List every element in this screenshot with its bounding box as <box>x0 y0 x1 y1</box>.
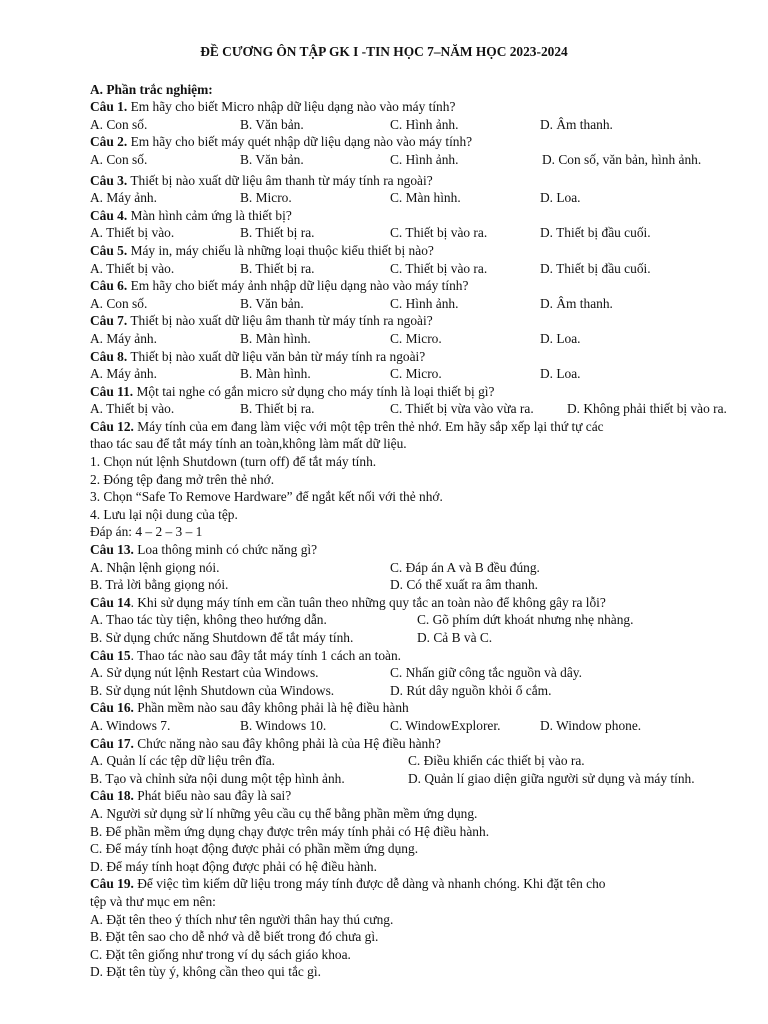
question-label: Câu 19. <box>90 876 134 892</box>
option: A. Thiết bị vào. <box>90 260 175 276</box>
option: C. Màn hình. <box>390 190 461 206</box>
question-text: Chức năng nào sau đây không phải là của Hệ điều hành? <box>133 735 441 751</box>
option: C. Hình ảnh. <box>390 295 459 311</box>
option: D. Loa. <box>540 330 581 346</box>
options-row <box>90 116 762 134</box>
option: C. Micro. <box>390 366 442 382</box>
options-row <box>90 330 762 348</box>
option: B. Văn bản. <box>240 295 304 311</box>
question-text: Loa thông minh có chức năng gì? <box>133 542 318 558</box>
option: D. Cả B và C. <box>417 630 493 645</box>
option: B. Màn hình. <box>240 366 311 382</box>
option: B. Văn bản. <box>240 116 304 132</box>
option: B. Tạo và chỉnh sửa nội dung một tệp hình ảnh. <box>90 770 345 786</box>
option: D. Không phải thiết bị vào ra. <box>567 401 727 417</box>
option: B. Trả lời bằng giọng nói. <box>90 577 229 593</box>
question-17 <box>90 735 762 753</box>
options-row <box>90 576 762 594</box>
option: C. Micro. <box>390 330 442 346</box>
option: D. Để máy tính hoạt động được phải có hệ điều hành. <box>90 858 377 874</box>
option: A. Windows 7. <box>90 717 171 733</box>
option: B. Sử dụng nút lệnh Shutdown của Windows. <box>90 682 335 698</box>
options-row <box>90 189 762 207</box>
question-label: Câu 11. <box>90 383 134 399</box>
question-text: Em hãy cho biết máy quét nhập dữ liệu dạng nào vào máy tính? <box>127 134 473 150</box>
option: C. Hình ảnh. <box>390 151 459 167</box>
option: B. Đặt tên sao cho dễ nhớ và dễ biết trong đó chưa gì. <box>90 929 379 945</box>
option: C. Đáp án A và B đều đúng. <box>390 559 540 575</box>
option: C. Nhấn giữ công tắc nguồn và dây. <box>390 665 582 681</box>
option: B. Thiết bị ra. <box>240 260 315 276</box>
step: 2. Đóng tệp đang mở trên thẻ nhớ. <box>90 471 275 487</box>
options-row <box>90 260 762 278</box>
question-4 <box>90 207 762 225</box>
option: D. Đặt tên tùy ý, không cần theo qui tắc gì. <box>90 964 321 980</box>
question-text: . Khi sử dụng máy tính em cần tuân theo những quy tắc an toàn nào để không gây ra lỗi? <box>130 594 606 610</box>
option: C. Thiết bị vừa vào vừa ra. <box>390 401 534 417</box>
options-row <box>90 400 762 418</box>
step: 1. Chọn nút lệnh Shutdown (turn off) để tắt máy tính. <box>90 454 377 470</box>
question-text: Phần mềm nào sau đây không phải là hệ điều hành <box>133 700 409 716</box>
option: C. Thiết bị vào ra. <box>390 260 488 276</box>
option: A. Con số. <box>90 151 148 167</box>
option: D. Window phone. <box>540 717 642 733</box>
option: A. Quản lí các tệp dữ liệu trên đĩa. <box>90 753 275 769</box>
step: 4. Lưu lại nội dung của tệp. <box>90 506 238 522</box>
question-text: . Thao tác nào sau đây tắt máy tính 1 cách an toàn. <box>130 647 402 663</box>
option: B. Windows 10. <box>240 717 327 733</box>
question-16 <box>90 699 762 717</box>
question-15 <box>90 647 762 665</box>
option: D. Quản lí giao diện giữa người sử dụng và máy tính. <box>408 770 695 786</box>
options-row <box>90 559 762 577</box>
question-1 <box>90 98 762 116</box>
option: D. Rút dây nguồn khỏi ổ cắm. <box>390 682 552 698</box>
options-row <box>90 717 762 735</box>
question-label: Câu 4. <box>90 207 128 223</box>
option: B. Màn hình. <box>240 330 311 346</box>
option: A. Thiết bị vào. <box>90 401 175 417</box>
question-label: Câu 13. <box>90 542 134 558</box>
question-label: Câu 16. <box>90 700 134 716</box>
option: B. Sử dụng chức năng Shutdown để tắt máy tính. <box>90 630 354 645</box>
question-text-cont: tệp và thư mục em nên: <box>90 893 216 909</box>
question-12 <box>90 418 762 436</box>
question-label: Câu 15 <box>90 647 131 663</box>
options-row <box>90 365 762 383</box>
options-row <box>90 752 762 770</box>
question-text: Màn hình cảm ứng là thiết bị? <box>127 207 292 223</box>
option: A. Người sử dụng sử lí những yêu cầu cụ thể bằng phần mềm ứng dụng. <box>90 805 478 821</box>
question-6 <box>90 277 762 295</box>
option: A. Thao tác tùy tiện, không theo hướng dẫn. <box>90 612 327 628</box>
question-label: Câu 17. <box>90 735 134 751</box>
option: D. Thiết bị đầu cuối. <box>540 260 651 276</box>
question-2 <box>90 133 762 151</box>
option: C. WindowExplorer. <box>390 717 501 733</box>
option: C. Đặt tên giống như trong ví dụ sách giáo khoa. <box>90 946 351 962</box>
options-row <box>90 664 762 682</box>
option: C. Gõ phím dứt khoát nhưng nhẹ nhàng. <box>417 612 634 628</box>
options-row <box>90 682 762 700</box>
question-3 <box>90 172 762 190</box>
question-text: Để việc tìm kiếm dữ liệu trong máy tính được dễ dàng và nhanh chóng. Khi đặt tên cho <box>133 876 606 892</box>
step: 3. Chọn “Safe To Remove Hardware” để ngắt kết nối với thẻ nhớ. <box>90 489 443 505</box>
options-row <box>90 295 762 313</box>
option: B. Thiết bị ra. <box>240 401 315 417</box>
answer: Đáp án: 4 – 2 – 3 – 1 <box>90 524 203 540</box>
option: D. Thiết bị đầu cuối. <box>540 225 651 241</box>
question-text: Thiết bị nào xuất dữ liệu âm thanh từ máy tính ra ngoài? <box>127 313 433 329</box>
question-text-cont: thao tác sau để tắt máy tính an toàn,không làm mất dữ liệu. <box>90 436 407 452</box>
option: A. Sử dụng nút lệnh Restart của Windows. <box>90 665 319 681</box>
question-label: Câu 14 <box>90 594 131 610</box>
options-row <box>90 611 762 629</box>
options-row <box>90 224 762 242</box>
question-label: Câu 1. <box>90 99 128 115</box>
option: C. Điều khiển các thiết bị vào ra. <box>408 753 585 769</box>
question-label: Câu 3. <box>90 172 128 188</box>
question-14 <box>90 594 762 612</box>
question-label: Câu 8. <box>90 348 128 364</box>
question-label: Câu 18. <box>90 788 134 804</box>
option: A. Nhận lệnh giọng nói. <box>90 559 220 575</box>
option: A. Máy ảnh. <box>90 330 157 346</box>
option: A. Con số. <box>90 116 148 132</box>
option: A. Đặt tên theo ý thích như tên người thân hay thú cưng. <box>90 911 394 927</box>
option: B. Thiết bị ra. <box>240 225 315 241</box>
question-13 <box>90 541 762 559</box>
question-7 <box>90 312 762 330</box>
section-heading: A. Phần trắc nghiệm: <box>90 81 213 97</box>
option: D. Có thể xuất ra âm thanh. <box>390 577 539 593</box>
question-text: Thiết bị nào xuất dữ liệu văn bản từ máy tính ra ngoài? <box>127 348 426 364</box>
option: A. Máy ảnh. <box>90 366 157 382</box>
question-text: Phát biểu nào sau đây là sai? <box>133 788 292 804</box>
options-row <box>90 770 762 788</box>
option: A. Con số. <box>90 295 148 311</box>
option: C. Thiết bị vào ra. <box>390 225 488 241</box>
option: D. Con số, văn bản, hình ảnh. <box>542 151 702 167</box>
document-title: ĐỀ CƯƠNG ÔN TẬP GK I -TIN HỌC 7–NĂM HỌC 2023-2024 <box>200 44 568 59</box>
question-11 <box>90 383 762 401</box>
option: A. Máy ảnh. <box>90 190 157 206</box>
question-label: Câu 7. <box>90 313 128 329</box>
question-18 <box>90 787 762 805</box>
option: B. Văn bản. <box>240 151 304 167</box>
question-19 <box>90 875 762 893</box>
question-text: Máy tính của em đang làm việc với một tệp trên thẻ nhớ. Em hãy sắp xếp lại thứ tự các <box>133 418 604 434</box>
option: B. Để phần mềm ứng dụng chạy được trên máy tính phải có Hệ điều hành. <box>90 823 490 839</box>
question-text: Em hãy cho biết Micro nhập dữ liệu dạng nào vào máy tính? <box>127 99 456 115</box>
option: C. Để máy tính hoạt động được phải có phần mềm ứng dụng. <box>90 841 419 857</box>
option: C. Hình ảnh. <box>390 116 459 132</box>
option: D. Loa. <box>540 366 581 382</box>
options-row <box>90 629 762 647</box>
question-label: Câu 2. <box>90 134 128 150</box>
question-label: Câu 6. <box>90 278 128 294</box>
option: D. Loa. <box>540 190 581 206</box>
option: B. Micro. <box>240 190 292 206</box>
question-text: Em hãy cho biết máy ảnh nhập dữ liệu dạng nào vào máy tính? <box>127 278 469 294</box>
question-label: Câu 5. <box>90 242 128 258</box>
question-text: Một tai nghe có gắn micro sử dụng cho máy tính là loại thiết bị gì? <box>133 383 495 399</box>
question-label: Câu 12. <box>90 418 134 434</box>
option: D. Âm thanh. <box>540 116 613 132</box>
options-row <box>90 151 762 169</box>
document-page <box>90 43 762 981</box>
option: D. Âm thanh. <box>540 295 613 311</box>
question-text: Thiết bị nào xuất dữ liệu âm thanh từ máy tính ra ngoài? <box>127 172 433 188</box>
question-5 <box>90 242 762 260</box>
question-8 <box>90 348 762 366</box>
option: A. Thiết bị vào. <box>90 225 175 241</box>
question-text: Máy in, máy chiếu là những loại thuộc kiểu thiết bị nào? <box>127 242 434 258</box>
